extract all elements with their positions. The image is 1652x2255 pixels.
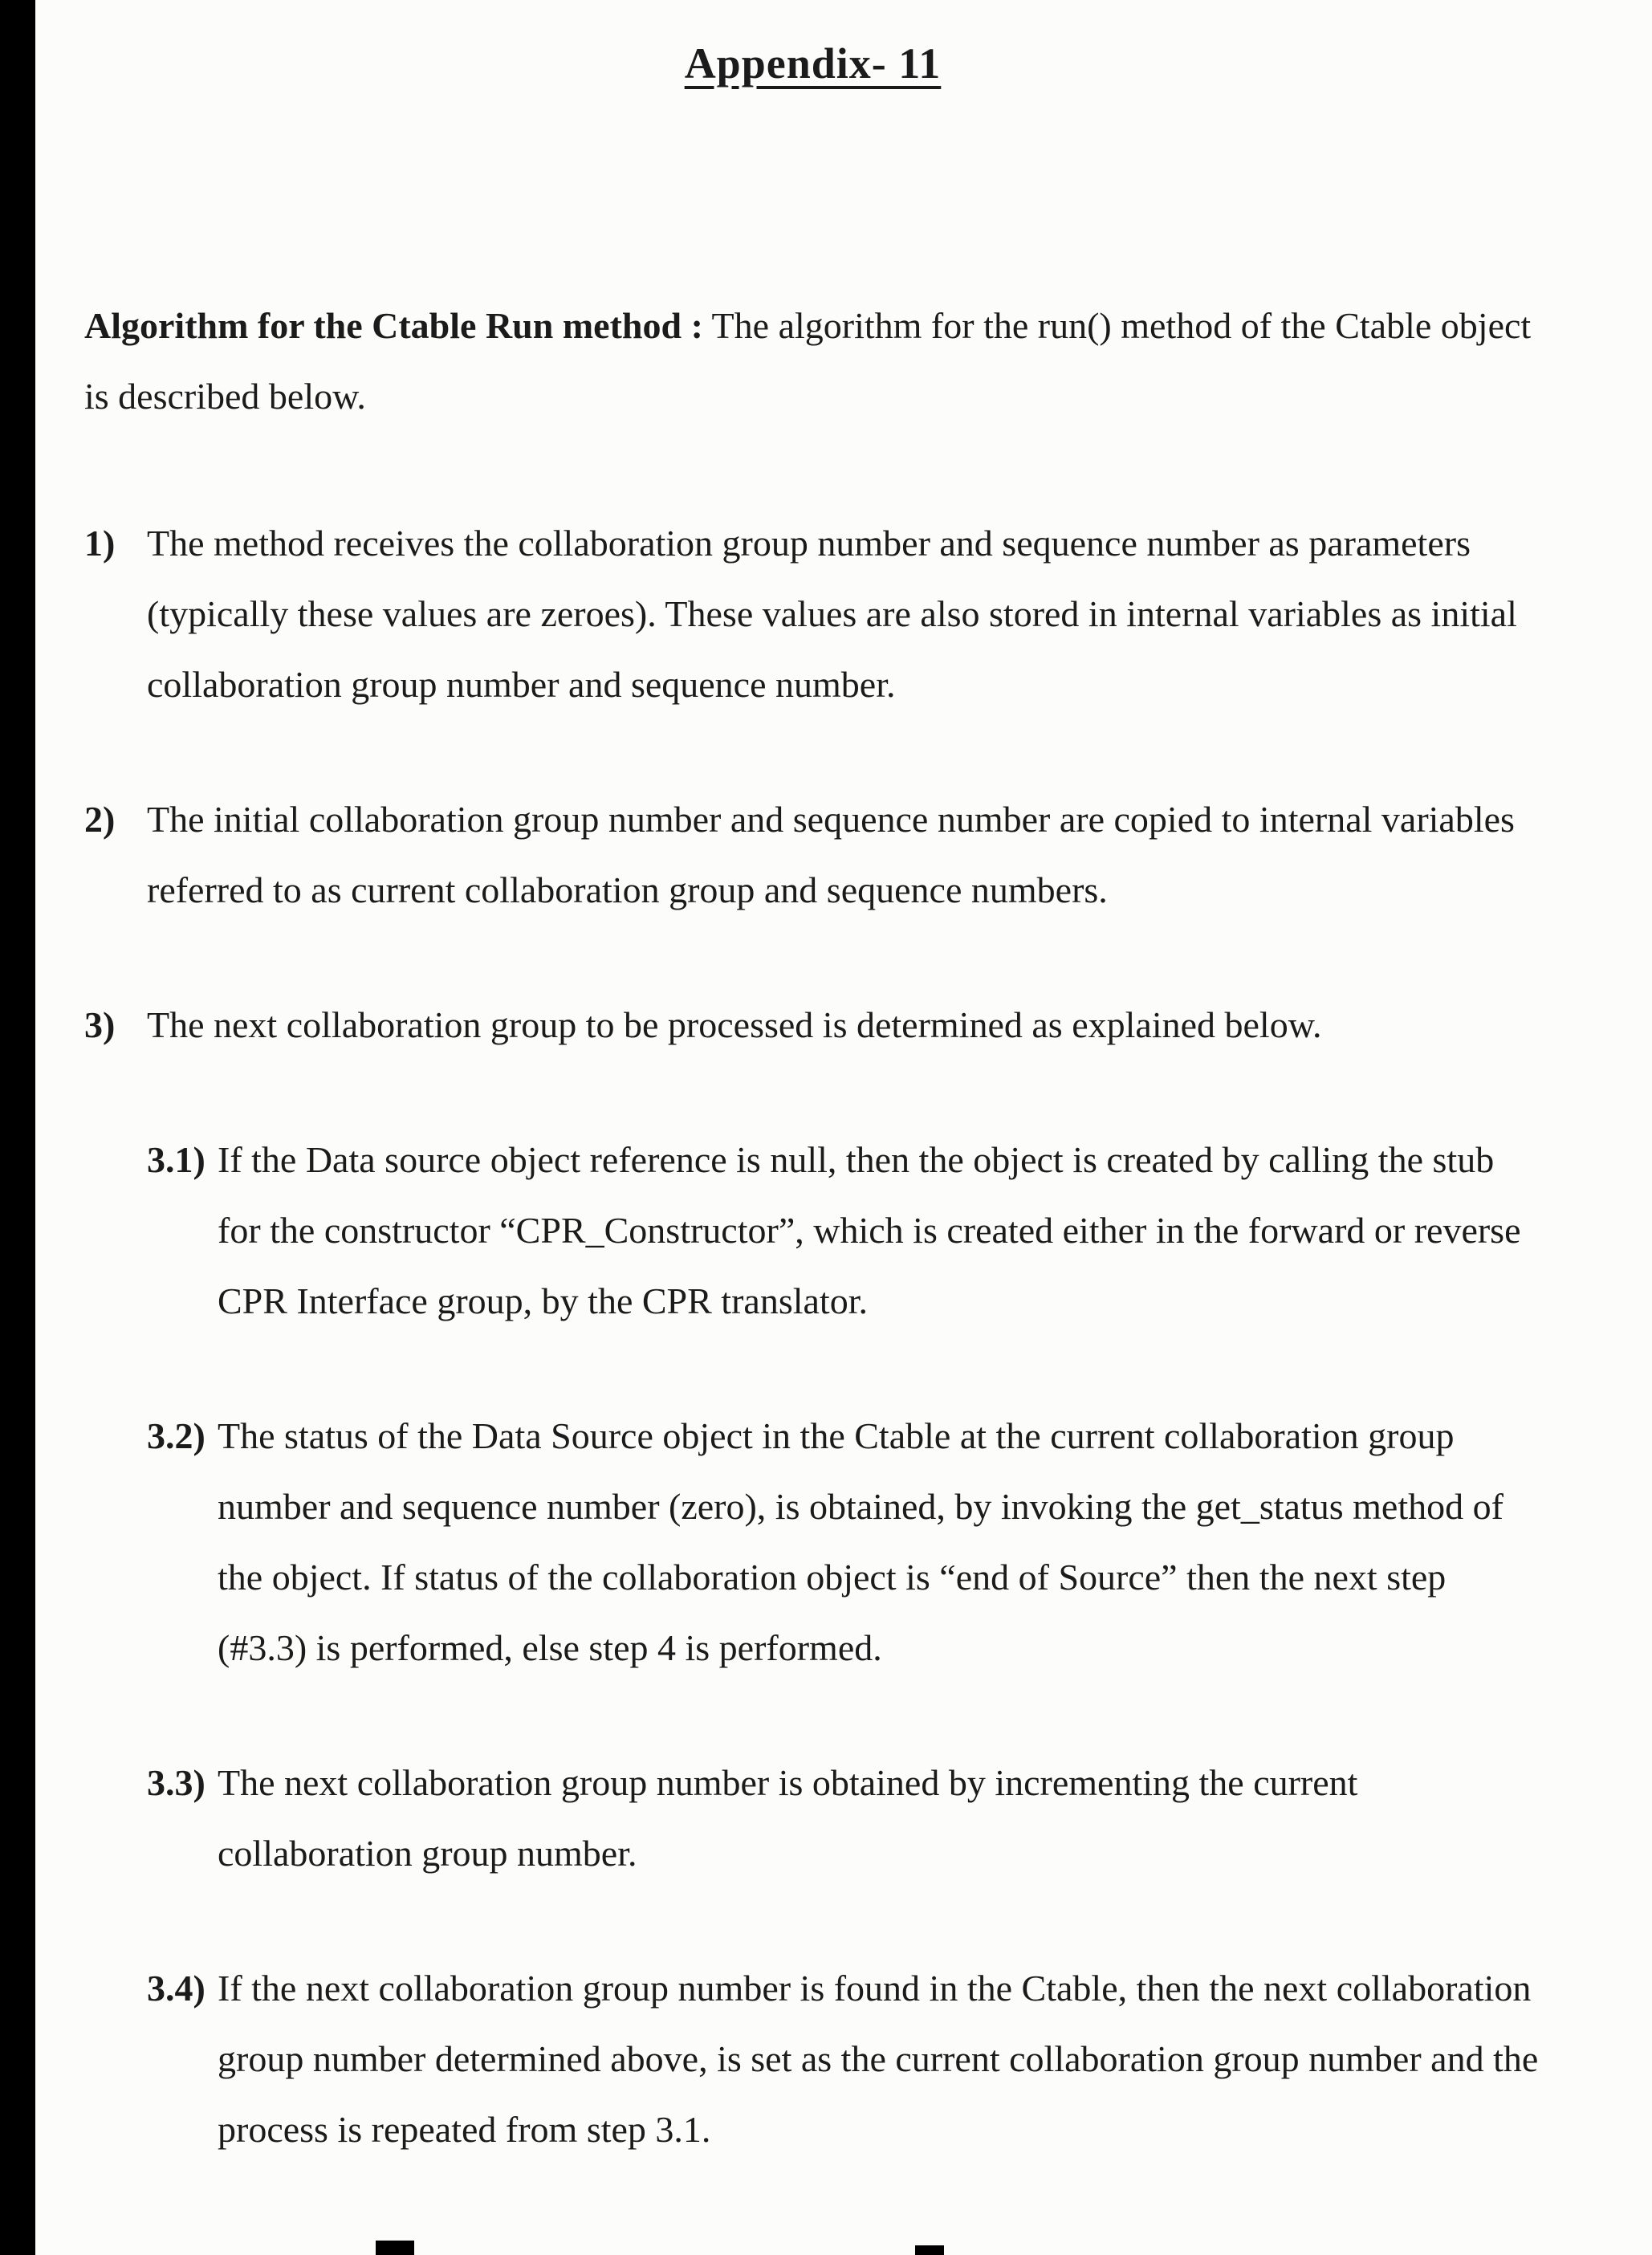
item-text: The initial collaboration group number and sequence number are copied to internal variables referred to as current collaboration group and sequence numbers. (147, 799, 1515, 910)
intro-body-text: The algorithm for the run() method of the Ctable object is described below. (84, 305, 1532, 417)
item-text: The method receives the collaboration group number and sequence number as parameters (typically these values are zeroes). These values are also stored in internal variables as initial collaboration group number and sequence number. (147, 523, 1517, 705)
item-number: 3) (84, 1004, 116, 1045)
item-text: If the next collaboration group number is found in the Ctable, then the next collaboration group number determined above, is set as the current collaboration group number and the process is repeated from step 3.1. (218, 1968, 1539, 2150)
document-content (84, 39, 1541, 2165)
item-text: The next collaboration group to be processed is determined as explained below. (147, 1004, 1322, 1045)
list-item-2 (84, 784, 1541, 926)
item-number: 1) (84, 523, 116, 564)
list-item-3-1 (147, 1125, 1541, 1337)
item-number: 3.1) (147, 1139, 205, 1180)
list-item-1 (84, 508, 1541, 720)
list-item-3-3 (147, 1748, 1541, 1889)
list-item-3 (84, 990, 1541, 1060)
scan-edge-artifact-left (0, 0, 35, 2255)
intro-paragraph (84, 291, 1541, 432)
item-text: If the Data source object reference is null, then the object is created by calling the stub for the constructor “CPR_Constructor”, which is created either in the forward or reverse CPR Interface group, by the CPR translator. (218, 1139, 1521, 1321)
list-item-3-2 (147, 1401, 1541, 1683)
item-number: 3.3) (147, 1762, 205, 1803)
item-number: 2) (84, 799, 116, 840)
item-number: 3.4) (147, 1968, 205, 2009)
item-text: The status of the Data Source object in the Ctable at the current collaboration group number and sequence number (zero), is obtained, by invoking the get_status method of the object. If status of the collaboration object is “end of Source” then the next step (#3.3) is performed, else step 4 is performed. (218, 1415, 1503, 1668)
scan-artifact-bottom-left (376, 2241, 414, 2255)
page-title: Appendix- 11 (684, 39, 942, 88)
item-number: 3.2) (147, 1415, 205, 1456)
list-item-3-4 (147, 1953, 1541, 2165)
item-text: The next collaboration group number is obtained by incrementing the current collaboration group number. (218, 1762, 1358, 1874)
scan-artifact-bottom-center (915, 2245, 944, 2255)
intro-lead-bold: Algorithm for the Ctable Run method : (84, 305, 703, 346)
